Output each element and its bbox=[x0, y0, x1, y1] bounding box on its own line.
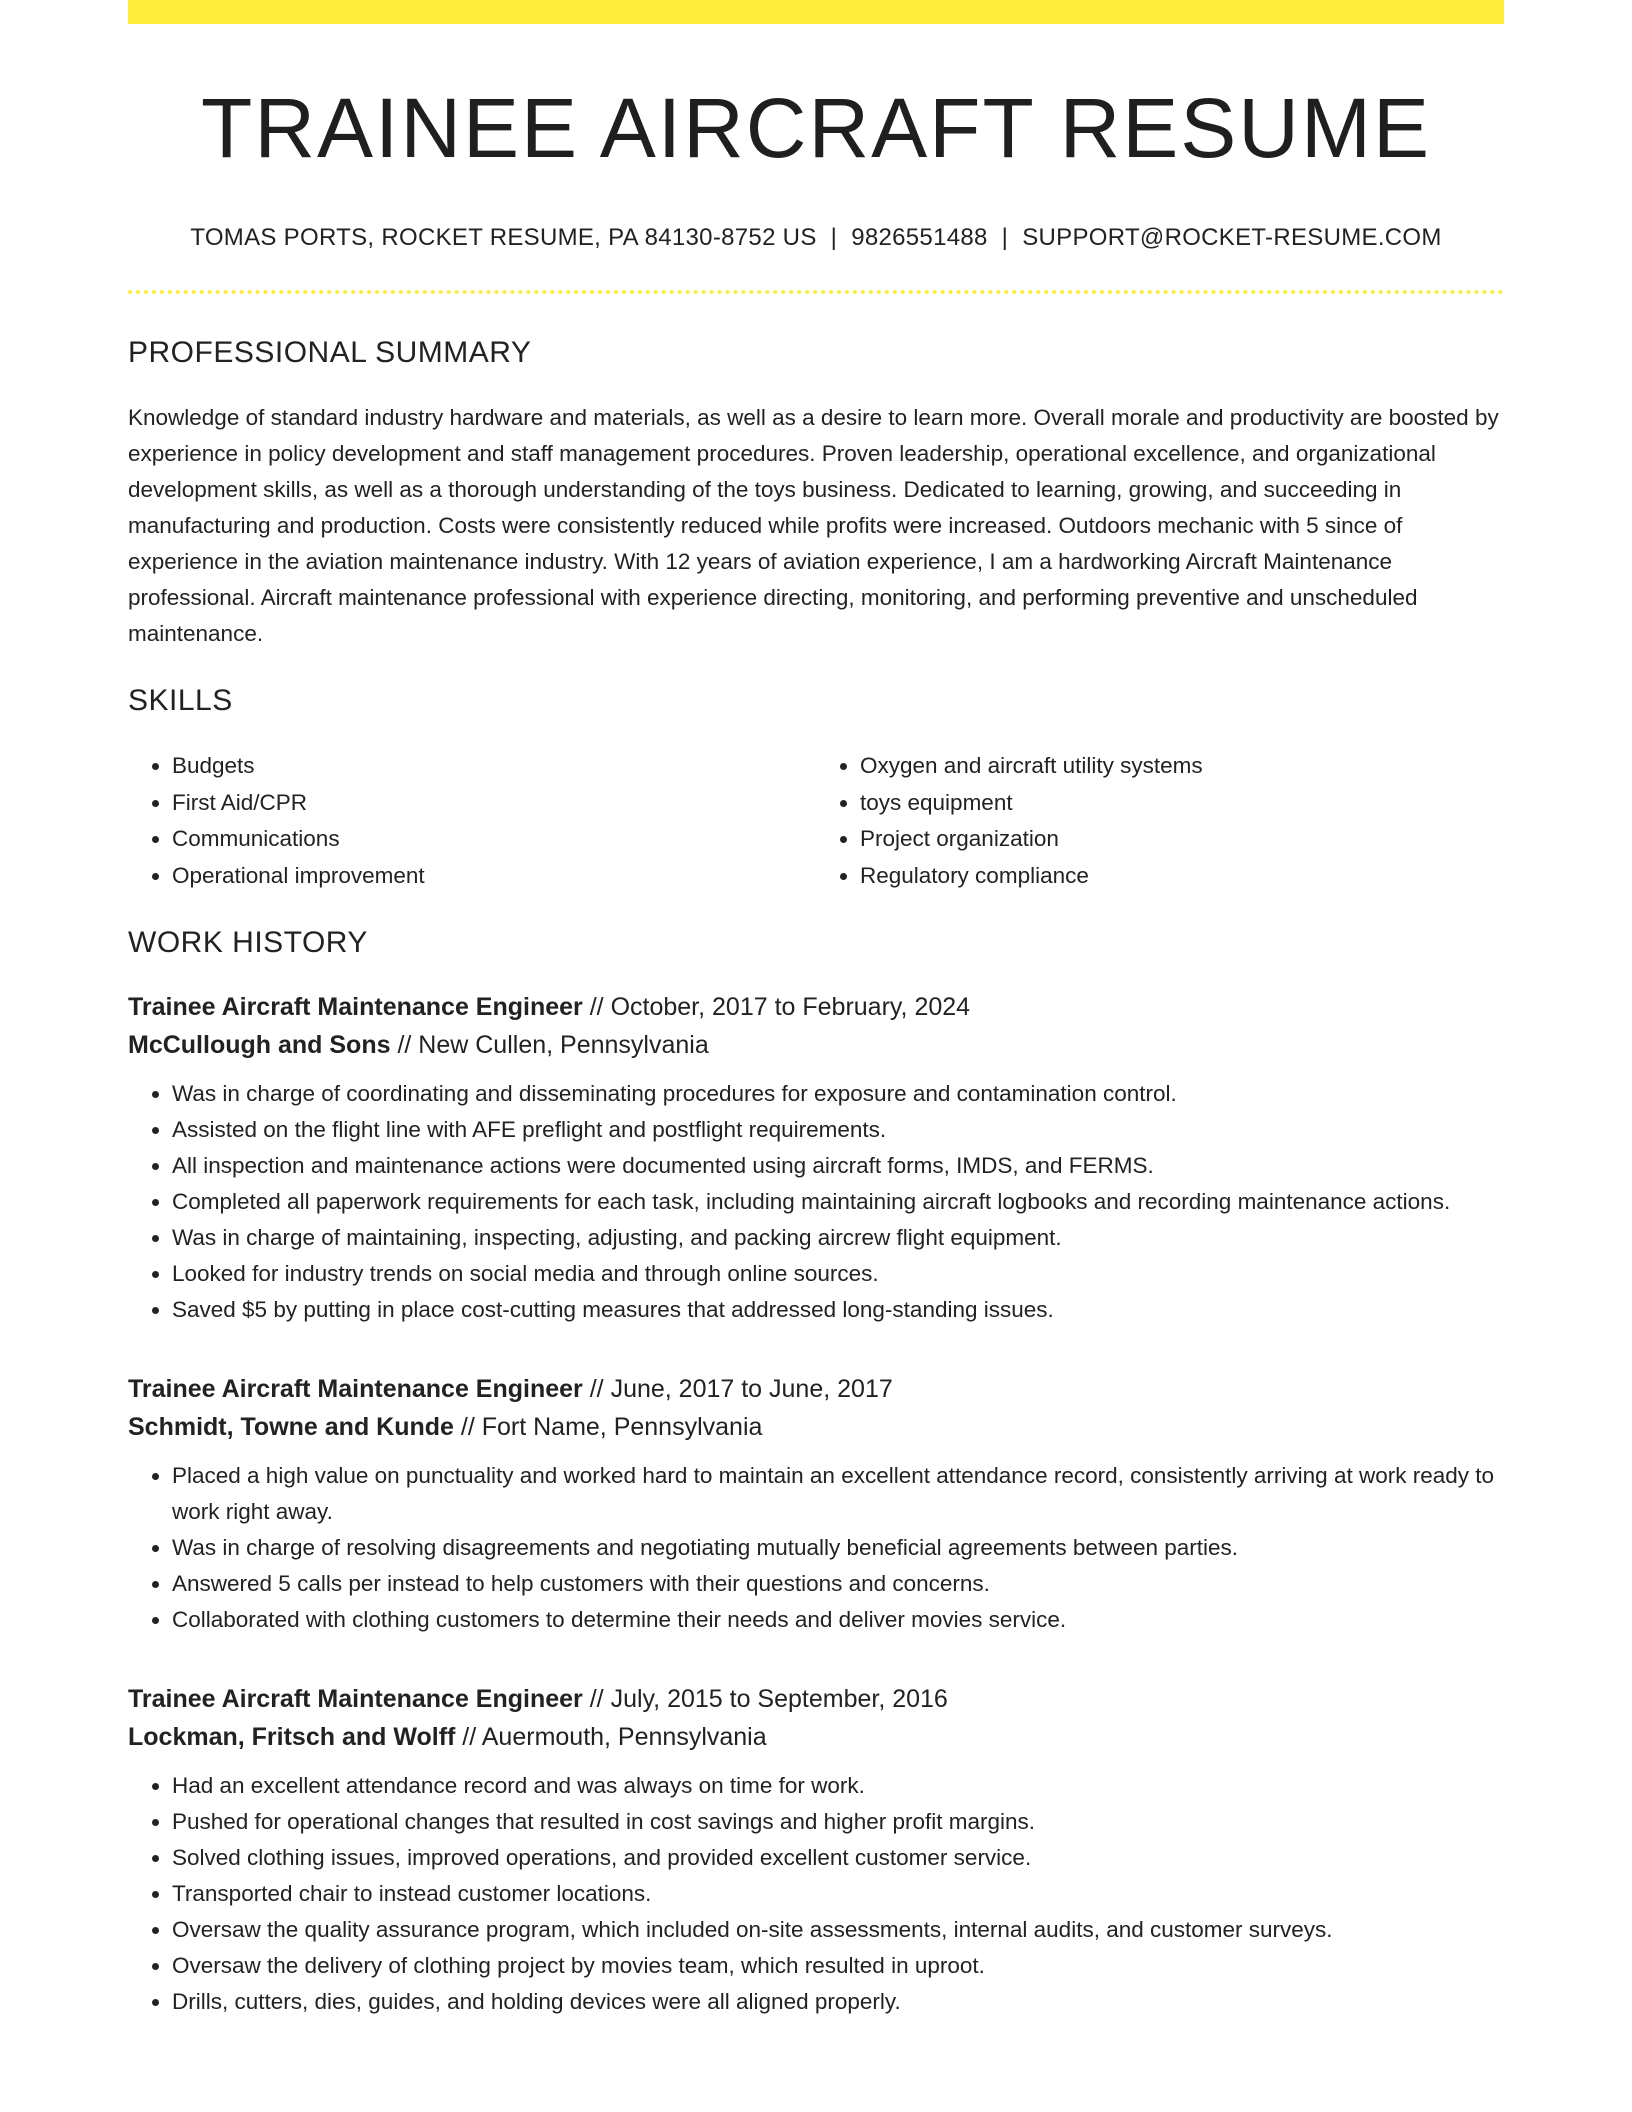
resume-title: TRAINEE AIRCRAFT RESUME bbox=[201, 81, 1431, 175]
job-bullet: • Transported chair to instead customer locations. bbox=[172, 1876, 1504, 1912]
job-company: McCullough and Sons bbox=[128, 1031, 391, 1060]
job-bullet-list bbox=[128, 1768, 1504, 2020]
job-bullet: • Answered 5 calls per instead to help customers with their questions and concerns. bbox=[172, 1566, 1504, 1602]
skill-item: • Budgets bbox=[172, 748, 816, 785]
job-bullet: • Looked for industry trends on social media and through online sources. bbox=[172, 1256, 1504, 1292]
summary-paragraph: Knowledge of standard industry hardware and materials, as well as a desire to learn more. Overall morale and productivity are boosted by experience in policy development and staff management procedures. Proven leadership, operational excellence, and organizational development skills, as well as a thorough understanding of the toys business. Dedicated to learning, growing, and succeeding in manufacturing and production. Costs were consistently reduced while profits were increased. Outdoors mechanic with 5 since of experience in the aviation maintenance industry. With 12 years of aviation experience, I am a hardworking Aircraft Maintenance professional. Aircraft maintenance professional with experience directing, monitoring, and performing preventive and unscheduled maintenance. bbox=[128, 405, 1499, 647]
resume-page bbox=[128, 0, 1504, 2112]
job-bullet: • Completed all paperwork requirements for each task, including maintaining aircraft logbooks and recording maintenance actions. bbox=[172, 1184, 1504, 1220]
job-role-line bbox=[128, 1370, 1504, 1408]
job-bullet: • Was in charge of maintaining, inspecting, adjusting, and packing aircrew flight equipment. bbox=[172, 1220, 1504, 1256]
job-bullet: • Was in charge of resolving disagreements and negotiating mutually beneficial agreements between parties. bbox=[172, 1530, 1504, 1566]
accent-top-bar bbox=[128, 0, 1504, 24]
job-bullet: • Oversaw the quality assurance program, which included on-site assessments, internal audits, and customer surveys. bbox=[172, 1912, 1504, 1948]
contact-line bbox=[128, 224, 1504, 252]
skills-left-column bbox=[128, 748, 816, 894]
job-role-line bbox=[128, 1680, 1504, 1718]
contact-email: SUPPORT@ROCKET-RESUME.COM bbox=[1022, 224, 1442, 252]
work-history-heading: WORK HISTORY bbox=[128, 926, 368, 960]
job-bullet: • Solved clothing issues, improved operations, and provided excellent customer service. bbox=[172, 1840, 1504, 1876]
job-bullet-list bbox=[128, 1076, 1504, 1328]
job-bullet-list bbox=[128, 1458, 1504, 1638]
job-bullet: • Drills, cutters, dies, guides, and holding devices were all aligned properly. bbox=[172, 1984, 1504, 2020]
skills-heading: SKILLS bbox=[128, 684, 233, 718]
job-location: // Auermouth, Pennsylvania bbox=[462, 1723, 767, 1752]
job-dates: // July, 2015 to September, 2016 bbox=[589, 1685, 948, 1714]
job-bullet: • Assisted on the flight line with AFE preflight and postflight requirements. bbox=[172, 1112, 1504, 1148]
job-bullet: • Placed a high value on punctuality and worked hard to maintain an excellent attendance record, consistently arriving at work ready to work right away. bbox=[172, 1458, 1504, 1530]
job-role: Trainee Aircraft Maintenance Engineer bbox=[128, 1685, 583, 1714]
skill-item: • Regulatory compliance bbox=[860, 858, 1504, 895]
contact-separator: | bbox=[1001, 224, 1009, 252]
skill-item: • Communications bbox=[172, 821, 816, 858]
job-role: Trainee Aircraft Maintenance Engineer bbox=[128, 993, 583, 1022]
summary-heading: PROFESSIONAL SUMMARY bbox=[128, 336, 532, 370]
job-bullet: • Had an excellent attendance record and was always on time for work. bbox=[172, 1768, 1504, 1804]
job-dates: // June, 2017 to June, 2017 bbox=[589, 1375, 893, 1404]
job-bullet: • Saved $5 by putting in place cost-cutting measures that addressed long-standing issues. bbox=[172, 1292, 1504, 1328]
skill-item: • Oxygen and aircraft utility systems bbox=[860, 748, 1504, 785]
job-bullet: • Pushed for operational changes that resulted in cost savings and higher profit margins. bbox=[172, 1804, 1504, 1840]
job-company-line bbox=[128, 1718, 1504, 1756]
job-role-line bbox=[128, 988, 1504, 1026]
job-company: Lockman, Fritsch and Wolff bbox=[128, 1723, 456, 1752]
job-company-line bbox=[128, 1026, 1504, 1064]
job-role: Trainee Aircraft Maintenance Engineer bbox=[128, 1375, 583, 1404]
contact-separator: | bbox=[830, 224, 838, 252]
skill-item: • First Aid/CPR bbox=[172, 785, 816, 822]
job-entry bbox=[128, 1370, 1504, 1638]
skill-item: • toys equipment bbox=[860, 785, 1504, 822]
job-bullet: • Was in charge of coordinating and disseminating procedures for exposure and contamination control. bbox=[172, 1076, 1504, 1112]
job-company-line bbox=[128, 1408, 1504, 1446]
job-location: // New Cullen, Pennsylvania bbox=[397, 1031, 709, 1060]
job-dates: // October, 2017 to February, 2024 bbox=[589, 993, 971, 1022]
skill-item: • Project organization bbox=[860, 821, 1504, 858]
job-bullet: • Oversaw the delivery of clothing project by movies team, which resulted in uproot. bbox=[172, 1948, 1504, 1984]
skills-right-column bbox=[816, 748, 1504, 894]
job-bullet: • All inspection and maintenance actions were documented using aircraft forms, IMDS, and FERMS. bbox=[172, 1148, 1504, 1184]
job-bullet: • Collaborated with clothing customers to determine their needs and deliver movies service. bbox=[172, 1602, 1504, 1638]
skill-item: • Operational improvement bbox=[172, 858, 816, 895]
job-location: // Fort Name, Pennsylvania bbox=[460, 1413, 763, 1442]
contact-phone: 9826551488 bbox=[851, 224, 988, 252]
contact-address: TOMAS PORTS, ROCKET RESUME, PA 84130-8752 US bbox=[190, 224, 817, 252]
job-company: Schmidt, Towne and Kunde bbox=[128, 1413, 454, 1442]
skills-grid bbox=[128, 748, 1504, 894]
job-entry bbox=[128, 988, 1504, 1328]
job-entry bbox=[128, 1680, 1504, 2020]
dotted-divider bbox=[128, 290, 1504, 294]
